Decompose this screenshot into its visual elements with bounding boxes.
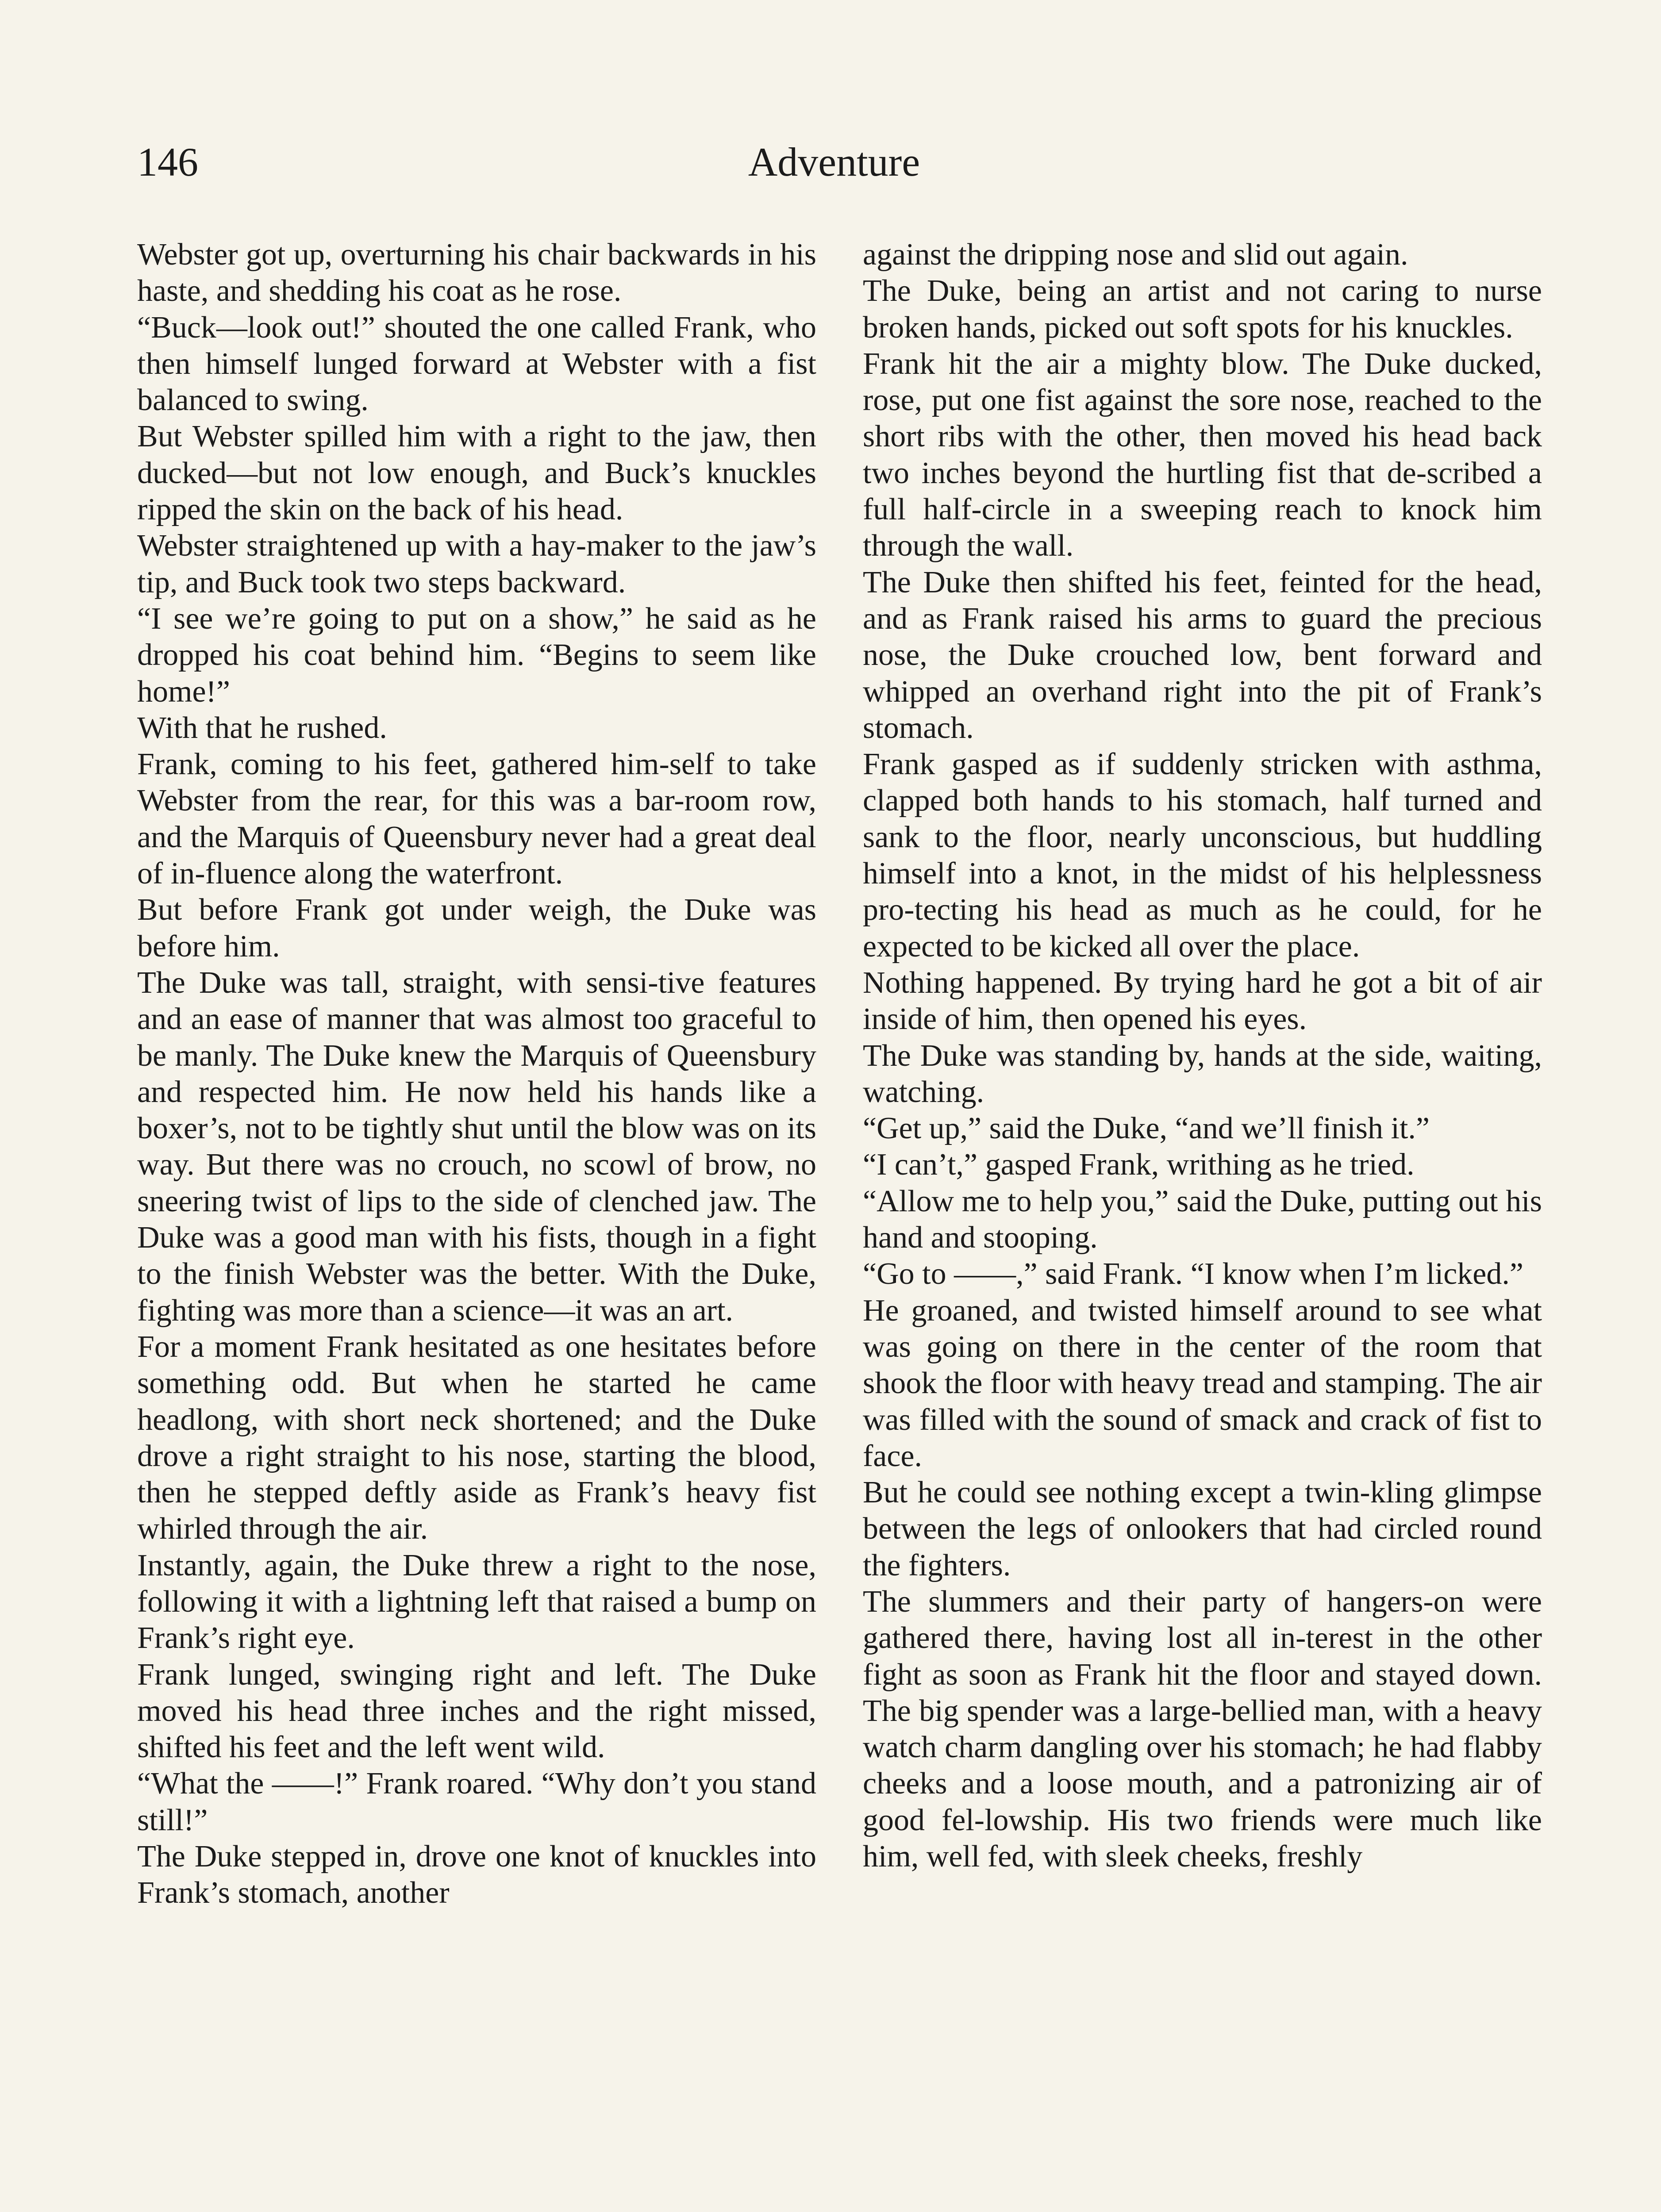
- paragraph: Webster straightened up with a hay-maker to the jaw’s tip, and Buck took two steps backward.: [137, 529, 816, 599]
- left-column: [137, 237, 816, 1912]
- paragraph: The Duke then shifted his feet, feinted for the head, and as Frank raised his arms to guard the precious nose, the Duke crouched low, bent forward and whipped an overhand right into the pit of Frank’s stomach.: [863, 565, 1542, 745]
- paragraph: Frank hit the air a mighty blow. The Duke ducked, rose, put one fist against the sore nose, reached to the short ribs with the other, then moved his head back two inches beyond the hurtling fist that de-scribed a full half-circle in a sweeping reach to knock him through the wall.: [863, 346, 1542, 563]
- paragraph: “Get up,” said the Duke, “and we’ll finish it.”: [863, 1111, 1430, 1146]
- paragraph: But he could see nothing except a twin-kling glimpse between the legs of onlookers that had circled round the fighters.: [863, 1475, 1542, 1582]
- paragraph: He groaned, and twisted himself around to see what was going on there in the center of the room that shook the floor with heavy tread and stamping. The air was filled with the sound of smack and crack of fist to face.: [863, 1293, 1542, 1473]
- paragraph: “Buck—look out!” shouted the one called Frank, who then himself lunged forward at Webster with a fist balanced to swing.: [137, 310, 816, 418]
- paragraph: For a moment Frank hesitated as one hesitates before something odd. But when he started he came headlong, with short neck shortened; and the Duke drove a right straight to his nose, starting the blood, then he stepped deftly aside as Frank’s heavy fist whirled through the air.: [137, 1329, 816, 1546]
- paragraph: Frank gasped as if suddenly stricken with asthma, clapped both hands to his stomach, half turned and sank to the floor, nearly unconscious, but huddling himself into a knot, in the midst of his helplessness pro-tecting his head as much as he could, for he expected to be kicked all over the place.: [863, 747, 1542, 964]
- paragraph: “I can’t,” gasped Frank, writhing as he tried.: [863, 1148, 1415, 1182]
- paragraph: Instantly, again, the Duke threw a right to the nose, following it with a lightning left that raised a bump on Frank’s right eye.: [137, 1548, 816, 1655]
- paragraph: The Duke was standing by, hands at the side, waiting, watching.: [863, 1038, 1542, 1109]
- paragraph: The Duke was tall, straight, with sensi-tive features and an ease of manner that was almost too graceful to be manly. The Duke knew the Marquis of Queensbury and respected him. He now held his hands like a boxer’s, not to be tightly shut until the blow was on its way. But there was no crouch, no scowl of brow, no sneering twist of lips to the side of clenched jaw. The Duke was a good man with his fists, though in a fight to the finish Webster was the better. With the Duke, fighting was more than a science—it was an art.: [137, 965, 816, 1328]
- paragraph: The Duke stepped in, drove one knot of knuckles into Frank’s stomach, another: [137, 1839, 816, 1910]
- page-number: 146: [137, 139, 198, 184]
- page-header: [137, 139, 1531, 199]
- paragraph: The Duke, being an artist and not caring to nurse broken hands, picked out soft spots for his knuckles.: [863, 274, 1542, 345]
- paragraph: “What the ——!” Frank roared. “Why don’t you stand still!”: [137, 1767, 816, 1837]
- paragraph: Frank lunged, swinging right and left. The Duke moved his head three inches and the right missed, shifted his feet and the left went wild.: [137, 1657, 816, 1765]
- paragraph: With that he rushed.: [137, 710, 387, 745]
- paragraph: “Go to ——,” said Frank. “I know when I’m licked.”: [863, 1257, 1523, 1291]
- paragraph: “I see we’re going to put on a show,” he said as he dropped his coat behind him. “Begins to seem like home!”: [137, 601, 816, 709]
- paragraph: The slummers and their party of hangers-on were gathered there, having lost all in-terest in the other fight as soon as Frank hit the floor and stayed down. The big spender was a large-bellied man, with a heavy watch charm dangling over his stomach; he had flabby cheeks and a loose mouth, and a patronizing air of good fel-lowship. His two friends were much like him, well fed, with sleek cheeks, freshly: [863, 1584, 1542, 1874]
- paragraph: “Allow me to help you,” said the Duke, putting out his hand and stooping.: [863, 1184, 1542, 1255]
- paragraph: Webster got up, overturning his chair backwards in his haste, and shedding his coat as he rose.: [137, 238, 816, 308]
- paragraph: against the dripping nose and slid out again.: [863, 238, 1408, 272]
- paragraph: But Webster spilled him with a right to the jaw, then ducked—but not low enough, and Buck’s knuckles ripped the skin on the back of his head.: [137, 419, 816, 527]
- running-title: Adventure: [748, 139, 920, 184]
- paragraph: But before Frank got under weigh, the Duke was before him.: [137, 893, 816, 964]
- paragraph: Frank, coming to his feet, gathered him-self to take Webster from the rear, for this was a bar-room row, and the Marquis of Queensbury never had a great deal of in-fluence along the waterfront.: [137, 747, 816, 891]
- right-column: [863, 237, 1542, 1875]
- paragraph: Nothing happened. By trying hard he got a bit of air inside of him, then opened his eyes.: [863, 965, 1542, 1037]
